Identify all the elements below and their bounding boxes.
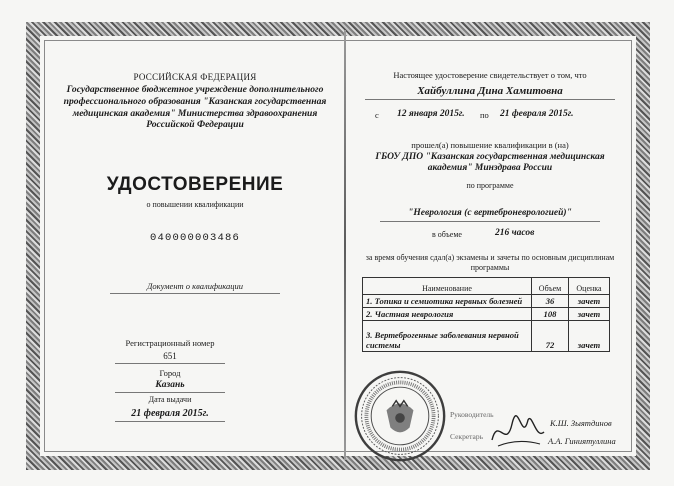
date-to-label: по bbox=[480, 110, 489, 120]
issuing-organization: Государственное бюджетное учреждение дополнительного профессионального образования "Казанская государственная медицинская академия" Министерства здравоохранения Российской Федерации bbox=[63, 84, 327, 131]
signer2-label: Секретарь bbox=[450, 432, 484, 441]
discipline-name: 2. Частная неврология bbox=[363, 308, 532, 321]
signer2-name: А.А. Гиниятуллина bbox=[548, 436, 616, 446]
certificate-number: 040000003486 bbox=[149, 232, 240, 244]
volume-hours: 216 часов bbox=[495, 228, 535, 238]
registration-number: 651 bbox=[163, 351, 177, 361]
page-fold bbox=[344, 30, 346, 460]
signer1-label: Руководитель bbox=[450, 410, 494, 419]
registration-label: Регистрационный номер bbox=[125, 338, 215, 348]
city-underline bbox=[115, 392, 225, 393]
holder-name: Хайбуллина Дина Хамитовна bbox=[417, 85, 563, 97]
program-label: по программе bbox=[466, 181, 514, 190]
passed-label: прошел(а) повышение квалификации в (на) bbox=[411, 140, 569, 150]
table-header-row bbox=[363, 278, 610, 295]
table-row bbox=[363, 321, 610, 352]
discipline-hours: 36 bbox=[532, 295, 569, 308]
document-title: УДОСТОВЕРЕНИЕ bbox=[106, 174, 284, 195]
discipline-hours: 108 bbox=[532, 308, 569, 321]
city-value: Казань bbox=[155, 380, 185, 390]
registration-underline bbox=[115, 363, 225, 364]
date-to: 21 февраля 2015г. bbox=[500, 109, 574, 119]
date-underline bbox=[115, 421, 225, 422]
city-label: Город bbox=[159, 368, 181, 378]
program-underline bbox=[380, 221, 600, 222]
exams-text: за время обучения сдал(а) экзамены и зачеты по основным дисциплинам программы bbox=[365, 253, 615, 272]
discipline-grade: зачет bbox=[569, 321, 610, 352]
issue-date: 21 февраля 2015г. bbox=[131, 408, 209, 419]
document-type: Документ о квалификации bbox=[146, 281, 244, 291]
program-name: "Неврология (с вертеброневрологией)" bbox=[408, 208, 572, 218]
header-name: Наименование bbox=[363, 278, 532, 295]
discipline-grade: зачет bbox=[569, 295, 610, 308]
header-grade: Оценка bbox=[569, 278, 610, 295]
document-type-underline bbox=[110, 293, 280, 294]
training-institution: ГБОУ ДПО "Казанская государственная медицинская академия" Минздрава России bbox=[375, 152, 605, 173]
discipline-name: 3. Вертеброгенные заболевания нервной системы bbox=[363, 321, 532, 352]
signature-mark bbox=[488, 410, 548, 452]
document-subtitle: о повышении квалификации bbox=[146, 200, 244, 209]
country-heading: РОССИЙСКАЯ ФЕДЕРАЦИЯ bbox=[133, 72, 257, 82]
intro-text: Настоящее удостоверение свидетельствует о том, что bbox=[393, 70, 587, 80]
discipline-name: 1. Топика и семиотика нервных болезней bbox=[363, 295, 532, 308]
signer1-name: К.Ш. Зыятдинов bbox=[550, 418, 612, 428]
discipline-grade: зачет bbox=[569, 308, 610, 321]
name-underline bbox=[365, 99, 615, 100]
discipline-hours: 72 bbox=[532, 321, 569, 352]
disciplines-table bbox=[362, 277, 610, 352]
header-hours: Объем bbox=[532, 278, 569, 295]
volume-label: в объеме bbox=[432, 230, 462, 239]
issue-date-label: Дата выдачи bbox=[148, 395, 192, 404]
date-from-label: с bbox=[375, 110, 379, 120]
table-row bbox=[363, 295, 610, 308]
table-row bbox=[363, 308, 610, 321]
date-from: 12 января 2015г. bbox=[397, 109, 465, 119]
official-seal bbox=[352, 368, 448, 464]
